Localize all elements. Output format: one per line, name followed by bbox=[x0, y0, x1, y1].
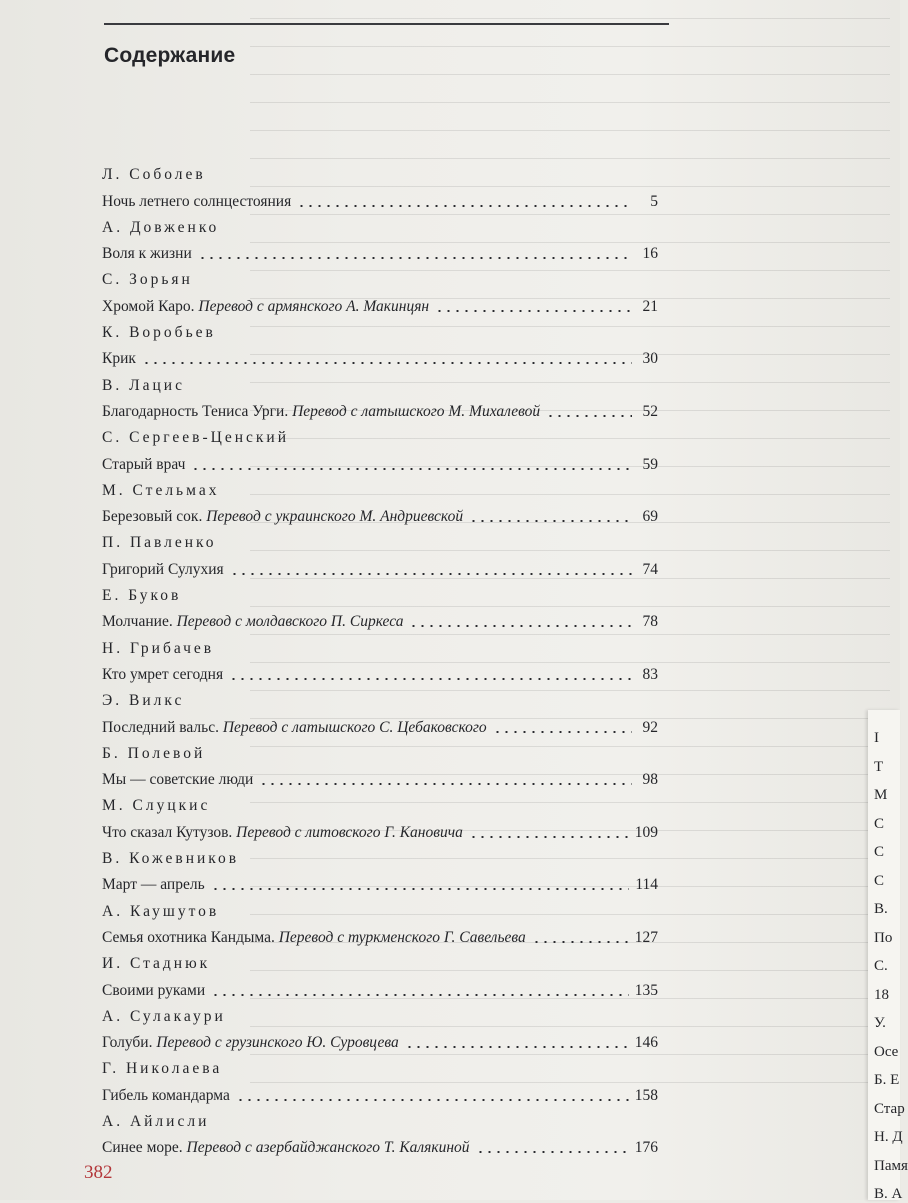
dot-leader bbox=[405, 1046, 629, 1048]
dot-leader bbox=[211, 994, 629, 996]
toc-author bbox=[102, 947, 658, 973]
author-name: А. Каушутов bbox=[102, 902, 220, 920]
adjacent-page-fragment: С bbox=[874, 844, 885, 860]
toc-author bbox=[102, 316, 658, 342]
translation-note: Перевод с грузинского Ю. Суровцева bbox=[156, 1034, 399, 1052]
author-name: М. Стельмах bbox=[102, 481, 220, 499]
entry-page-number: 30 bbox=[642, 350, 658, 368]
work-title-text: Старый врач bbox=[102, 455, 186, 473]
work-title bbox=[102, 876, 205, 894]
entry-page-number: 16 bbox=[642, 245, 658, 263]
translation-note: Перевод с туркменского Г. Савельева bbox=[278, 928, 526, 946]
dot-leader bbox=[211, 888, 630, 890]
adjacent-page-fragment: Т bbox=[874, 758, 884, 775]
toc-author bbox=[102, 211, 658, 237]
toc-author bbox=[102, 579, 658, 605]
adjacent-page-fragment: І bbox=[874, 730, 879, 746]
entry-page-number: 158 bbox=[634, 1086, 658, 1104]
entry-page-number: 114 bbox=[635, 876, 658, 894]
work-title bbox=[102, 771, 253, 789]
translation-note: Перевод с латышского С. Цебаковского bbox=[222, 718, 487, 736]
toc-entry bbox=[102, 763, 658, 789]
toc-entry bbox=[102, 921, 658, 947]
dot-leader bbox=[532, 941, 629, 943]
entry-page-number: 146 bbox=[634, 1034, 658, 1052]
adjacent-page-fragment: По bbox=[874, 929, 893, 946]
adjacent-page-fragment: 18 bbox=[874, 986, 889, 1003]
work-title-text: Молчание. bbox=[102, 613, 173, 631]
adjacent-page-fragment: В. А bbox=[874, 1186, 903, 1202]
work-title-text: Благодарность Тениса Урги. bbox=[102, 402, 289, 420]
work-title-text: Мы — советские люди bbox=[102, 771, 254, 789]
dot-leader bbox=[198, 257, 632, 259]
entry-page-number: 52 bbox=[642, 402, 658, 420]
work-title-text: Семья охотника Кандыма. bbox=[102, 928, 275, 946]
adjacent-page-fragment: С bbox=[874, 872, 885, 889]
work-title-text: Голуби. bbox=[102, 1034, 153, 1052]
dot-leader bbox=[229, 678, 632, 680]
toc-entry bbox=[102, 710, 658, 736]
toc-author bbox=[102, 789, 658, 815]
adjacent-page-fragment: Б. Е bbox=[874, 1072, 900, 1088]
adjacent-page-fragment: Осе bbox=[874, 1043, 899, 1060]
toc-author bbox=[102, 263, 658, 289]
adjacent-page-fragment: У. bbox=[874, 1015, 886, 1031]
entry-page-number: 59 bbox=[642, 455, 658, 473]
page-title: Содержание bbox=[104, 44, 236, 67]
author-name: С. Сергеев-Ценский bbox=[102, 429, 290, 447]
dot-leader bbox=[236, 1099, 629, 1101]
work-title bbox=[102, 456, 185, 474]
work-title bbox=[102, 298, 429, 316]
dot-leader bbox=[409, 625, 632, 627]
toc-author bbox=[102, 1000, 658, 1026]
work-title-text: Своими руками bbox=[102, 981, 206, 999]
work-title-text: Воля к жизни bbox=[102, 245, 192, 263]
toc-author bbox=[102, 1105, 658, 1131]
toc-author bbox=[102, 421, 658, 447]
work-title-text: Последний вальс. bbox=[102, 718, 219, 736]
work-title bbox=[102, 1034, 399, 1052]
author-name: М. Слуцкис bbox=[102, 797, 211, 815]
translation-note: Перевод с азербайджанского Т. Калякиной bbox=[186, 1139, 470, 1157]
dot-leader bbox=[493, 731, 632, 733]
work-title-text: Ночь летнего солнцестояния bbox=[102, 192, 292, 210]
adjacent-page-fragment: Н. Д bbox=[874, 1129, 903, 1145]
entry-page-number: 5 bbox=[650, 192, 658, 210]
toc-entry bbox=[102, 815, 658, 841]
author-name: Э. Вилкс bbox=[102, 692, 185, 710]
work-title-text: Что сказал Кутузов. bbox=[102, 823, 233, 841]
author-name: Л. Соболев bbox=[102, 166, 206, 184]
toc-entry bbox=[102, 1026, 658, 1052]
work-title bbox=[102, 613, 403, 631]
dot-leader bbox=[435, 310, 632, 312]
toc-entry bbox=[102, 868, 658, 894]
adjacent-page-edge bbox=[868, 710, 908, 1202]
toc-entry bbox=[102, 605, 658, 631]
toc-entry bbox=[102, 342, 658, 368]
author-name: А. Айлисли bbox=[102, 1112, 210, 1130]
entry-page-number: 92 bbox=[642, 718, 658, 736]
author-name: С. Зорьян bbox=[102, 271, 193, 289]
toc-entry bbox=[102, 1131, 658, 1157]
toc-entry bbox=[102, 500, 658, 526]
translation-note: Перевод с молдавского П. Сиркеса bbox=[176, 613, 404, 631]
work-title bbox=[102, 403, 540, 421]
toc-author bbox=[102, 842, 658, 868]
adjacent-page-fragment: Памя bbox=[874, 1157, 908, 1174]
entry-page-number: 74 bbox=[642, 560, 658, 578]
work-title bbox=[102, 929, 526, 947]
work-title-text: Крик bbox=[102, 350, 136, 368]
toc-entry bbox=[102, 1078, 658, 1104]
dot-leader bbox=[259, 783, 632, 785]
entry-page-number: 21 bbox=[642, 297, 658, 315]
work-title bbox=[102, 982, 205, 1000]
toc-author bbox=[102, 684, 658, 710]
toc-entry bbox=[102, 447, 658, 473]
toc-entry bbox=[102, 658, 658, 684]
entry-page-number: 127 bbox=[634, 928, 658, 946]
work-title bbox=[102, 1087, 230, 1105]
translation-note: Перевод с армянского А. Макинцян bbox=[198, 297, 430, 315]
toc-entry bbox=[102, 237, 658, 263]
adjacent-page-fragment: Стар bbox=[874, 1100, 905, 1117]
toc-entry bbox=[102, 552, 658, 578]
adjacent-page-fragment: В. bbox=[874, 901, 888, 917]
toc-entry bbox=[102, 289, 658, 315]
toc-author bbox=[102, 368, 658, 394]
toc-author bbox=[102, 158, 658, 184]
entry-page-number: 83 bbox=[642, 665, 658, 683]
work-title bbox=[102, 245, 192, 263]
entry-page-number: 78 bbox=[642, 613, 658, 631]
entry-page-number: 109 bbox=[634, 823, 658, 841]
adjacent-page-fragment: С bbox=[874, 815, 885, 832]
work-title-text: Синее море. bbox=[102, 1139, 183, 1157]
toc-entry bbox=[102, 184, 658, 210]
table-of-contents bbox=[102, 158, 658, 1157]
work-title bbox=[102, 1139, 470, 1157]
entry-page-number: 98 bbox=[642, 771, 658, 789]
work-title-text: Гибель командарма bbox=[102, 1086, 230, 1104]
toc-author bbox=[102, 526, 658, 552]
author-name: Е. Буков bbox=[102, 587, 182, 605]
author-name: И. Стаднюк bbox=[102, 955, 211, 973]
author-name: В. Лацис bbox=[102, 376, 185, 394]
dot-leader bbox=[142, 362, 632, 364]
entry-page-number: 69 bbox=[642, 508, 658, 526]
author-name: Н. Грибачев bbox=[102, 639, 215, 657]
entry-page-number: 176 bbox=[634, 1139, 658, 1157]
author-name: Г. Николаева bbox=[102, 1060, 223, 1078]
dot-leader bbox=[297, 205, 632, 207]
dot-leader bbox=[469, 836, 629, 838]
author-name: А. Сулакаури bbox=[102, 1007, 226, 1025]
work-title bbox=[102, 824, 463, 842]
author-name: К. Воробьев bbox=[102, 324, 216, 342]
work-title bbox=[102, 666, 223, 684]
author-name: Б. Полевой bbox=[102, 744, 206, 762]
page-number: 382 bbox=[84, 1162, 113, 1183]
toc-entry bbox=[102, 973, 658, 999]
adjacent-page-fragment: С. bbox=[874, 958, 888, 974]
work-title bbox=[102, 508, 463, 526]
dot-leader bbox=[230, 573, 632, 575]
translation-note: Перевод с латышского М. Михалевой bbox=[292, 402, 541, 420]
author-name: А. Довженко bbox=[102, 218, 220, 236]
work-title-text: Март — апрель bbox=[102, 876, 205, 894]
work-title bbox=[102, 193, 291, 211]
author-name: П. Павленко bbox=[102, 534, 217, 552]
entry-page-number: 135 bbox=[634, 981, 658, 999]
work-title bbox=[102, 350, 136, 368]
author-name: В. Кожевников bbox=[102, 850, 240, 868]
translation-note: Перевод с украинского М. Андриевской bbox=[206, 508, 464, 526]
toc-author bbox=[102, 737, 658, 763]
dot-leader bbox=[469, 520, 632, 522]
dot-leader bbox=[191, 468, 632, 470]
dot-leader bbox=[476, 1151, 629, 1153]
work-title bbox=[102, 561, 224, 579]
work-title-text: Хромой Каро. bbox=[102, 297, 195, 315]
toc-entry bbox=[102, 395, 658, 421]
dot-leader bbox=[546, 415, 632, 417]
work-title-text: Кто умрет сегодня bbox=[102, 665, 224, 683]
work-title-text: Григорий Сулухия bbox=[102, 560, 224, 578]
work-title bbox=[102, 719, 487, 737]
translation-note: Перевод с литовского Г. Кановича bbox=[236, 823, 463, 841]
adjacent-page-fragment: М bbox=[874, 787, 888, 803]
toc-author bbox=[102, 1052, 658, 1078]
toc-author bbox=[102, 894, 658, 920]
work-title-text: Березовый сок. bbox=[102, 508, 203, 526]
toc-author bbox=[102, 631, 658, 657]
toc-author bbox=[102, 474, 658, 500]
top-rule bbox=[104, 23, 669, 25]
